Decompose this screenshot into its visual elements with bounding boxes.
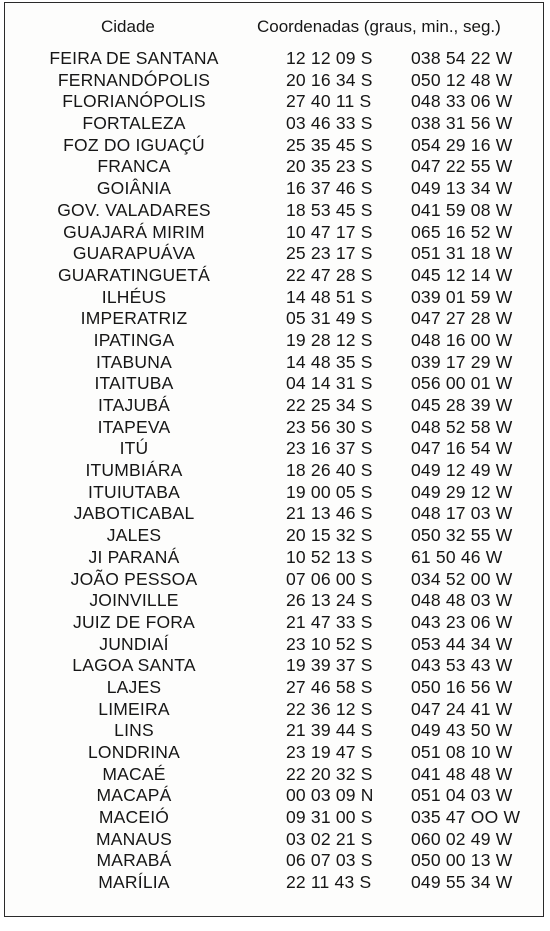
longitude: 045 28 39 W [411,395,513,415]
city-name: IPATINGA [93,329,175,350]
latitude: 19 39 37 S [286,655,373,676]
latitude: 23 10 52 S [286,633,373,654]
city-column-header: Cidade [101,17,155,36]
city-name: LAJES [106,676,162,697]
longitude: 043 53 43 W [411,655,513,676]
city-name: FERNANDÓPOLIS [57,69,211,90]
longitude: 051 08 10 W [411,742,513,762]
longitude: 050 16 56 W [411,676,513,697]
longitude: 041 48 48 W [411,763,513,784]
table-row [5,655,543,677]
city-name: FRANCA [97,156,171,177]
table-row [5,287,543,309]
longitude: 039 01 59 W [411,286,513,307]
city-name: ITUIUTABA [88,481,180,502]
longitude: 045 12 14 W [411,264,513,285]
latitude: 27 40 11 S [286,91,372,112]
latitude: 03 46 33 S [286,113,373,134]
table-row [5,156,543,178]
city-name: ITAPEVA [97,416,171,437]
longitude: 050 32 55 W [411,525,513,546]
city-name: GOV. VALADARES [57,199,211,220]
city-name: IMPERATRIZ [80,308,188,329]
table-row [5,547,543,569]
latitude: 23 16 37 S [286,438,373,459]
latitude: 09 31 00 S [286,807,373,828]
latitude: 16 37 46 S [286,178,373,199]
longitude: 047 22 55 W [411,156,513,177]
longitude: 048 33 06 W [411,91,513,112]
longitude: 049 55 34 W [411,872,513,893]
longitude: 047 27 28 W [411,308,513,329]
latitude: 07 06 00 S [286,568,373,589]
city-name: ILHÉUS [101,286,167,307]
city-name: JOINVILLE [89,590,179,611]
city-name: ITÚ [119,438,149,459]
city-name: MACEIÓ [98,807,170,828]
latitude: 10 47 17 S [286,221,373,242]
latitude: 20 35 23 S [286,156,373,177]
city-name: LINS [114,720,154,741]
table-row [5,742,543,764]
table-row [5,352,543,374]
coordinates-table [4,2,544,917]
city-name: JOÃO PESSOA [70,568,198,589]
latitude: 00 03 09 N [286,785,374,806]
city-name: GUARAPUÁVA [72,243,196,264]
table-row [5,243,543,265]
city-name: ITUMBIÁRA [85,460,183,481]
latitude: 12 12 09 S [286,48,373,68]
city-name: JI PARANÁ [88,546,180,567]
longitude: 048 16 00 W [411,329,513,350]
city-name: FORTALEZA [82,113,186,134]
longitude: 047 24 41 W [411,698,513,719]
city-name: MARABÁ [96,850,172,871]
city-name: FOZ DO IGUAÇÚ [63,134,205,155]
latitude: 21 13 46 S [286,503,373,524]
table-row [5,590,543,612]
table-row [5,330,543,352]
city-name: MANAUS [95,828,173,849]
city-name: LONDRINA [87,742,181,762]
table-row [5,569,543,591]
longitude: 051 31 18 W [411,243,513,264]
longitude: 048 48 03 W [411,590,513,611]
latitude: 19 00 05 S [286,481,373,502]
table-row [5,460,543,482]
longitude: 041 59 08 W [411,199,513,220]
latitude: 20 16 34 S [286,69,373,90]
table-row [5,829,543,851]
latitude: 14 48 35 S [286,351,373,372]
city-name: FLORIANÓPOLIS [62,91,206,112]
table-row [5,417,543,439]
latitude: 23 19 47 S [286,742,373,762]
longitude: 049 43 50 W [411,720,513,741]
latitude: 25 23 17 S [286,243,373,264]
city-name: LIMEIRA [98,698,170,719]
city-name: MARÍLIA [98,872,170,893]
table-row [5,525,543,547]
latitude: 19 28 12 S [286,329,373,350]
latitude: 04 14 31 S [286,373,373,394]
table-row [5,677,543,699]
latitude: 05 31 49 S [286,308,373,329]
longitude: 047 16 54 W [411,438,513,459]
longitude: 056 00 01 W [411,373,513,394]
table-row [5,872,543,894]
latitude: 26 13 24 S [286,590,373,611]
latitude: 22 20 32 S [286,763,373,784]
latitude: 22 36 12 S [286,698,373,719]
longitude: 065 16 52 W [411,221,513,242]
longitude: 038 31 56 W [411,113,513,134]
latitude: 18 53 45 S [286,199,373,220]
latitude: 22 47 28 S [286,264,373,285]
longitude: 035 47 OO W [411,807,521,828]
table-row [5,113,543,135]
latitude: 23 56 30 S [286,416,373,437]
longitude: 038 54 22 W [411,48,513,68]
longitude: 049 13 34 W [411,178,513,199]
latitude: 14 48 51 S [286,286,373,307]
table-row [5,395,543,417]
city-name: GOIÂNIA [96,178,172,199]
latitude: 27 46 58 S [286,676,373,697]
city-name: ITAJUBÁ [97,395,171,415]
latitude: 22 25 34 S [286,395,373,415]
table-row [5,135,543,157]
longitude: 048 52 58 W [411,416,513,437]
latitude: 03 02 21 S [286,828,373,849]
table-row [5,503,543,525]
latitude: 21 39 44 S [286,720,373,741]
longitude: 050 00 13 W [411,850,513,871]
latitude: 20 15 32 S [286,525,373,546]
city-name: LAGOA SANTA [72,655,196,676]
table-row [5,308,543,330]
latitude: 22 11 43 S [286,872,372,893]
city-name: ITABUNA [96,351,172,372]
longitude: 050 12 48 W [411,69,513,90]
table-row [5,373,543,395]
longitude: 060 02 49 W [411,828,513,849]
table-row [5,764,543,786]
city-name: JALES [106,525,162,546]
table-row [5,699,543,721]
table-row [5,91,543,113]
longitude: 051 04 03 W [411,785,513,806]
city-name: MACAÉ [102,763,166,784]
table-header [5,17,543,39]
table-row [5,850,543,872]
city-name: ITAITUBA [94,373,174,394]
city-name: GUARATINGUETÁ [57,264,210,285]
latitude: 10 52 13 S [286,546,373,567]
city-name: FEIRA DE SANTANA [49,48,219,68]
latitude: 06 07 03 S [286,850,373,871]
city-name: JABOTICABAL [73,503,195,524]
latitude: 21 47 33 S [286,611,373,632]
longitude: 034 52 00 W [411,568,513,589]
table-body [5,48,543,894]
longitude: 054 29 16 W [411,134,513,155]
table-row [5,785,543,807]
table-row [5,438,543,460]
latitude: 18 26 40 S [286,460,373,481]
longitude: 053 44 34 W [411,633,513,654]
city-name: JUNDIAÍ [99,633,169,654]
table-row [5,482,543,504]
city-name: GUAJARÁ MIRIM [63,221,205,242]
table-row [5,70,543,92]
longitude: 049 12 49 W [411,460,513,481]
coordinates-column-header: Coordenadas (graus, min., seg.) [257,17,501,36]
table-row [5,265,543,287]
city-name: MACAPÁ [96,785,172,806]
city-name: JUIZ DE FORA [73,611,195,632]
table-row [5,720,543,742]
longitude: 039 17 29 W [411,351,513,372]
table-row [5,48,543,70]
longitude: 049 29 12 W [411,481,513,502]
table-row [5,634,543,656]
table-row [5,222,543,244]
table-row [5,200,543,222]
table-row [5,807,543,829]
longitude: 61 50 46 W [411,546,503,567]
longitude: 043 23 06 W [411,611,513,632]
longitude: 048 17 03 W [411,503,513,524]
table-row [5,612,543,634]
latitude: 25 35 45 S [286,134,373,155]
table-row [5,178,543,200]
